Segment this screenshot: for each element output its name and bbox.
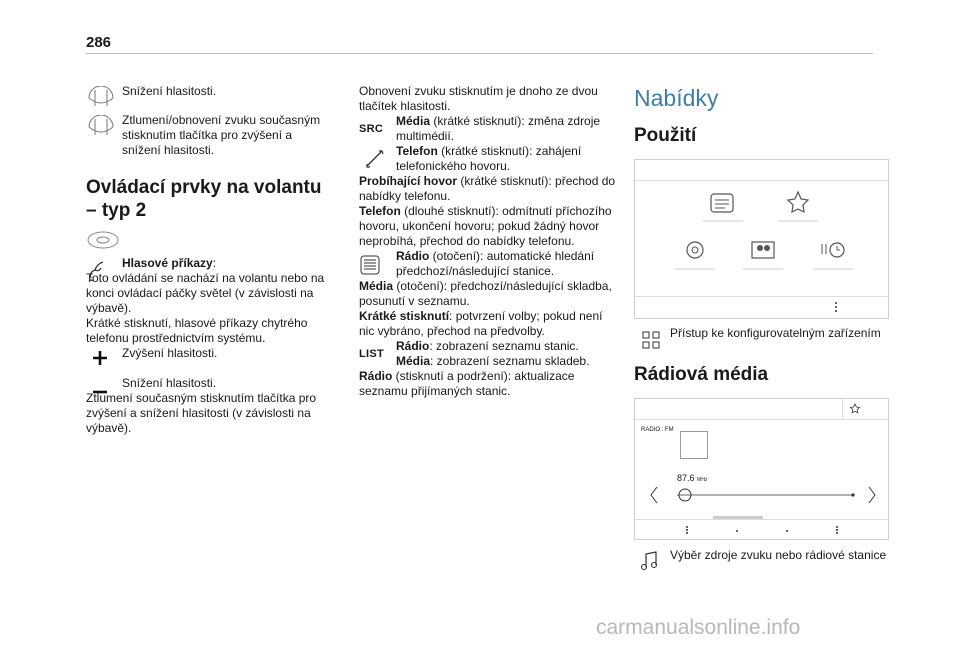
steering-wheel-icon xyxy=(86,230,120,250)
voice-colon: : xyxy=(212,256,217,270)
short-bold: Krátké stisknutí xyxy=(359,309,450,323)
list-row xyxy=(359,339,617,369)
list-med-text: : zobrazení seznamu skladeb. xyxy=(430,354,590,368)
star-icon[interactable] xyxy=(849,403,861,415)
radio-band-label: RADIO : FM xyxy=(641,427,674,433)
minus-desc: Ztlumení současným stisknutím tlačítka pro zvýšení a snížení hlasitosti (v závislosti na výbavě). xyxy=(86,391,317,435)
list-rad-bold: Rádio xyxy=(396,339,430,353)
short-text: : potvrzení volby; pokud není nic vybráno, přechod na předvolby. xyxy=(359,309,603,338)
steering-switch-icon xyxy=(86,86,116,110)
tel-bold: Telefon xyxy=(396,144,438,158)
src-row xyxy=(359,114,617,144)
src-bold: Média xyxy=(396,114,431,128)
hold-bold: Rádio xyxy=(359,369,393,383)
header-rule xyxy=(86,53,873,54)
home-screen-illustration xyxy=(634,159,889,319)
call-text: (krátké stisknutí): přechod do nabídky telefonu. xyxy=(359,174,616,203)
frequency-unit: MHz xyxy=(697,477,708,483)
mute-text: Ztlumení/obnovení zvuku současným stisknutím tlačítka pro zvýšení a snížení hlasitosti. xyxy=(122,113,321,157)
tel2-bold: Telefon xyxy=(359,204,401,218)
vol-down-text: Snížení hlasitosti. xyxy=(122,84,217,98)
list-rad-text: : zobrazení seznamu stanic. xyxy=(429,339,579,353)
mute-row xyxy=(86,113,326,158)
steering-controls-heading: Ovládací prvky na volantu – typ 2 xyxy=(86,177,322,221)
minus-text: Snížení hlasitosti. xyxy=(122,376,217,390)
voice-title: Hlasové příkazy xyxy=(122,256,213,270)
list-med-bold: Média xyxy=(396,354,431,368)
page-number: 286 xyxy=(86,34,112,51)
grid-icon xyxy=(642,331,660,349)
tuner-bar[interactable] xyxy=(647,481,879,511)
favorites-tile-icon[interactable] xyxy=(778,188,818,222)
tel-text: (krátké stisknutí): zahájení telefonického hovoru. xyxy=(396,144,582,173)
settings-tile-icon[interactable] xyxy=(675,236,715,270)
contacts-tile-icon[interactable] xyxy=(743,236,783,270)
voice-desc: Toto ovládání se nachází na volantu nebo na konci ovládací páčky světel (v závislosti na výbavě). xyxy=(86,271,325,315)
media-tile-icon[interactable] xyxy=(703,188,743,222)
minus-row xyxy=(86,376,326,391)
thumbwheel-row xyxy=(359,249,617,279)
src-text: (krátké stisknutí): změna zdroje multimédií. xyxy=(396,114,601,143)
voice-commands-row xyxy=(86,256,326,271)
vol-down-row xyxy=(86,84,326,99)
thumbwheel-icon xyxy=(359,254,381,276)
frequency-value: 87.6 xyxy=(677,473,695,483)
column-2 xyxy=(359,84,617,399)
list-label: LIST xyxy=(359,348,385,360)
climate-tile-icon[interactable] xyxy=(813,236,853,270)
med-bold: Média xyxy=(359,279,394,293)
tel-row xyxy=(359,144,617,174)
watermark: carmanualsonline.info xyxy=(596,616,801,639)
plus-text: Zvýšení hlasitosti. xyxy=(122,346,218,360)
use-heading: Použití xyxy=(634,125,697,146)
voice-command-icon xyxy=(86,258,112,284)
call-bold: Probíhající hovor xyxy=(359,174,458,188)
column-1 xyxy=(86,84,326,436)
plus-row xyxy=(86,346,326,361)
source-row xyxy=(634,548,890,563)
voice-desc-2: Krátké stisknutí, hlasové příkazy chytrého telefonu prostřednictvím systému. xyxy=(86,316,308,345)
steering-switch-icon xyxy=(86,115,116,139)
config-row xyxy=(634,326,890,341)
radio-screen-illustration xyxy=(634,398,889,540)
more-vertical-icon[interactable] xyxy=(833,300,839,314)
radio-media-heading: Rádiová média xyxy=(634,364,769,385)
column-3 xyxy=(634,84,890,563)
config-text: Přístup ke konfigurovatelným zařízením xyxy=(670,326,881,340)
plus-icon xyxy=(92,350,108,366)
intro-text: Obnovení zvuku stisknutím je dnoho ze dvou tlačítek hlasitosti. xyxy=(359,84,598,113)
tel2-text: (dlouhé stisknutí): odmítnutí příchozího hovoru, ukončení hovoru; pokud žádný hovor neprobíhá, přechod do nabídky telefonu. xyxy=(359,204,612,248)
hold-text: (stisknutí a podržení): aktualizace seznamu přijímaných stanic. xyxy=(359,369,575,398)
med-text: (otočení): předchozí/následující skladba, posunutí v seznamu. xyxy=(359,279,612,308)
rad-text: (otočení): automatické hledání předchozí/následující stanice. xyxy=(396,249,595,278)
radio-menu-dots[interactable] xyxy=(635,521,890,539)
phone-icon xyxy=(364,148,386,170)
music-note-icon xyxy=(640,551,658,571)
minus-icon xyxy=(92,384,108,400)
menus-title: Nabídky xyxy=(634,85,719,111)
src-label: SRC xyxy=(359,123,384,135)
source-text: Výběr zdroje zvuku nebo rádiové stanice xyxy=(670,548,887,562)
rad-bold: Rádio xyxy=(396,249,430,263)
station-artwork xyxy=(680,431,708,459)
